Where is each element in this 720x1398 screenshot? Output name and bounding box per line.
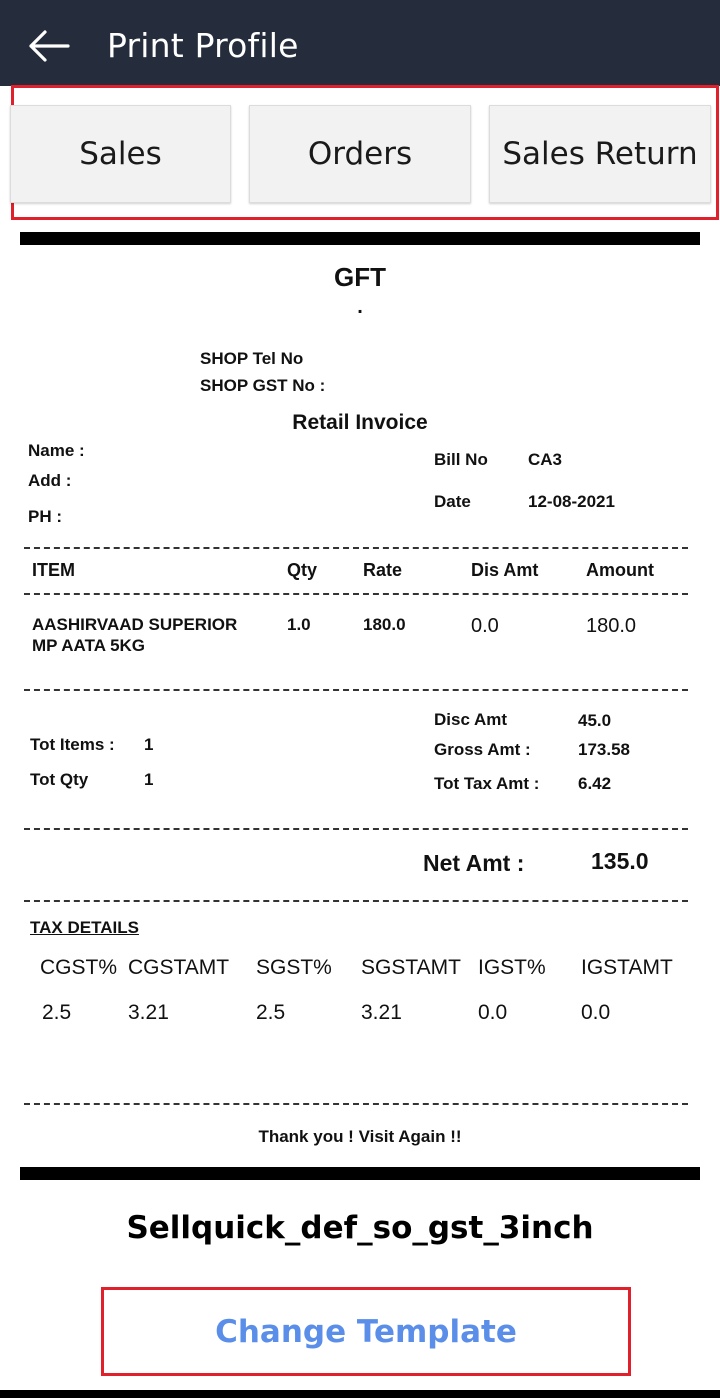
divider (24, 593, 688, 595)
date-value: 12-08-2021 (528, 492, 615, 511)
tax-value-cgst-amt: 3.21 (128, 1001, 169, 1024)
divider (24, 547, 688, 549)
header-amount: Amount (586, 560, 654, 580)
tot-tax-value: 6.42 (578, 774, 612, 793)
net-amt-label: Net Amt : (423, 850, 525, 876)
item-qty: 1.0 (287, 615, 311, 634)
customer-address-label: Add : (28, 471, 72, 490)
customer-name-label: Name : (28, 441, 85, 460)
tax-value-igst-pct: 0.0 (478, 1001, 508, 1024)
tax-value-igst-amt: 0.0 (581, 1001, 611, 1024)
header-dis-amt: Dis Amt (471, 560, 539, 580)
divider (24, 900, 688, 902)
tab-sales-return[interactable]: Sales Return (489, 105, 711, 203)
date-label: Date (434, 492, 471, 511)
tax-value-sgst-amt: 3.21 (361, 1001, 402, 1024)
tax-header-igst-pct: IGST% (478, 956, 546, 979)
gross-amt-label: Gross Amt : (434, 740, 531, 759)
divider (24, 828, 688, 830)
change-template-button[interactable]: Change Template (215, 1313, 517, 1350)
tax-details-heading: TAX DETAILS (30, 918, 139, 937)
bill-no-value: CA3 (528, 450, 563, 469)
receipt-top-border (20, 232, 700, 245)
store-name: GFT (334, 262, 386, 292)
tot-tax-label: Tot Tax Amt : (434, 774, 540, 793)
tot-items-value: 1 (144, 735, 154, 754)
item-name-line1: AASHIRVAAD SUPERIOR (32, 615, 238, 634)
header-rate: Rate (363, 560, 403, 580)
receipt-footer: Thank you ! Visit Again !! (258, 1127, 462, 1146)
shop-tel-label: SHOP Tel No (200, 349, 304, 368)
tot-qty-label: Tot Qty (30, 770, 89, 789)
bottom-edge (0, 1390, 720, 1398)
tot-qty-value: 1 (144, 770, 154, 789)
tax-header-cgst-amt: CGSTAMT (128, 956, 230, 979)
template-name: Sellquick_def_so_gst_3inch (126, 1210, 594, 1246)
receipt-bottom-border (20, 1167, 700, 1180)
tax-header-sgst-amt: SGSTAMT (361, 956, 461, 979)
disc-amt-value: 45.0 (578, 711, 612, 730)
app-bar (0, 0, 720, 86)
tab-orders[interactable]: Orders (249, 105, 471, 203)
tab-sales[interactable]: Sales (10, 105, 231, 203)
item-rate: 180.0 (363, 615, 406, 634)
item-name-line2: MP AATA 5KG (32, 636, 146, 655)
header-item: ITEM (32, 560, 75, 580)
net-amt-value: 135.0 (591, 848, 649, 874)
tax-header-cgst-pct: CGST% (40, 956, 118, 979)
page-title: Print Profile (107, 26, 299, 65)
bill-no-label: Bill No (434, 450, 488, 469)
divider (24, 1103, 688, 1105)
back-arrow-icon[interactable] (26, 28, 70, 64)
tax-header-sgst-pct: SGST% (256, 956, 332, 979)
header-qty: Qty (287, 560, 318, 580)
store-subtitle: . (357, 296, 363, 318)
tot-items-label: Tot Items : (30, 735, 115, 754)
item-amount: 180.0 (586, 615, 637, 637)
tax-header-igst-amt: IGSTAMT (581, 956, 673, 979)
tax-value-cgst-pct: 2.5 (42, 1001, 72, 1024)
customer-phone-label: PH : (28, 507, 62, 526)
tax-value-sgst-pct: 2.5 (256, 1001, 286, 1024)
disc-amt-label: Disc Amt (434, 710, 508, 729)
gross-amt-value: 173.58 (578, 740, 630, 759)
invoice-title: Retail Invoice (292, 411, 428, 434)
shop-gst-label: SHOP GST No : (200, 376, 326, 395)
divider (24, 689, 688, 691)
item-dis-amt: 0.0 (471, 615, 499, 637)
